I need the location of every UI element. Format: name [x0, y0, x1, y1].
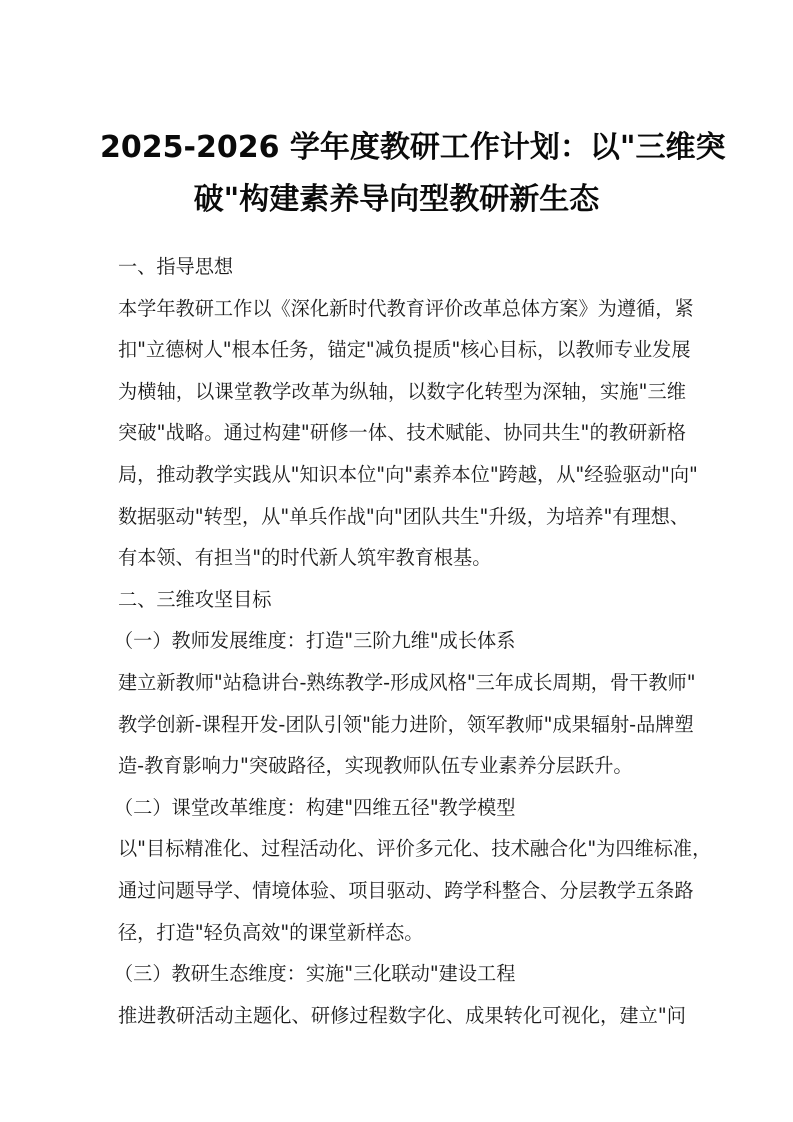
- paragraph-line: 通过问题导学、情境体验、项目驱动、跨学科整合、分层教学五条路: [118, 878, 694, 902]
- section-heading-guiding-ideology: 一、指导思想: [118, 255, 234, 278]
- paragraph-teacher-development: [118, 662, 696, 787]
- paragraph-line: 造-教育影响力"突破路径，实现教师队伍专业素养分层跃升。: [118, 754, 633, 778]
- paragraph-line: 有本领、有担当"的时代新人筑牢教育根基。: [118, 546, 492, 570]
- paragraph-line: 建立新教师"站稳讲台-熟练教学-形成风格"三年成长周期，骨干教师": [118, 670, 696, 694]
- paragraph-line: 本学年教研工作以《深化新时代教育评价改革总体方案》为遵循，紧: [118, 296, 694, 320]
- paragraph-line: 突破"战略。通过构建"研修一体、技术赋能、协同共生"的教研新格: [118, 421, 686, 445]
- paragraph-line: 局，推动教学实践从"知识本位"向"素养本位"跨越，从"经验驱动"向": [118, 462, 698, 486]
- paragraph-research-ecology: [118, 995, 686, 1037]
- title-line-2: 破"构建素养导向型教研新生态: [193, 182, 600, 217]
- paragraph-classroom-reform: [118, 828, 712, 953]
- paragraph-line: 为横轴，以课堂教学改革为纵轴，以数字化转型为深轴，实施"三维: [118, 379, 686, 403]
- subsection-heading-teacher-development: （一）教师发展维度：打造"三阶九维"成长体系: [114, 629, 516, 653]
- section-heading-three-dimension-goals: 二、三维攻坚目标: [118, 587, 272, 611]
- paragraph-line: 推进教研活动主题化、研修过程数字化、成果转化可视化，建立"问: [118, 1003, 686, 1027]
- subsection-heading-research-ecology: （三）教研生态维度：实施"三化联动"建设工程: [114, 962, 516, 986]
- document-title: [100, 122, 726, 226]
- title-line-1: 2025-2026 学年度教研工作计划：以"三维突: [100, 130, 726, 165]
- paragraph-line: 数据驱动"转型，从"单兵作战"向"团队共生"升级，为培养"有理想、: [118, 504, 690, 528]
- paragraph-line: 以"目标精准化、过程活动化、评价多元化、技术融合化"为四维标准，: [118, 837, 712, 861]
- document-body: [114, 246, 712, 1036]
- subsection-heading-classroom-reform: （二）课堂改革维度：构建"四维五径"教学模型: [114, 795, 516, 819]
- paragraph-line: 教学创新-课程开发-团队引领"能力进阶，领军教师"成果辐射-品牌塑: [118, 712, 694, 736]
- paragraph-line: 径，打造"轻负高效"的课堂新样态。: [118, 920, 424, 944]
- paragraph-line: 扣"立德树人"根本任务，锚定"减负提质"核心目标，以教师专业发展: [118, 338, 691, 362]
- paragraph-guiding-ideology: [118, 288, 698, 579]
